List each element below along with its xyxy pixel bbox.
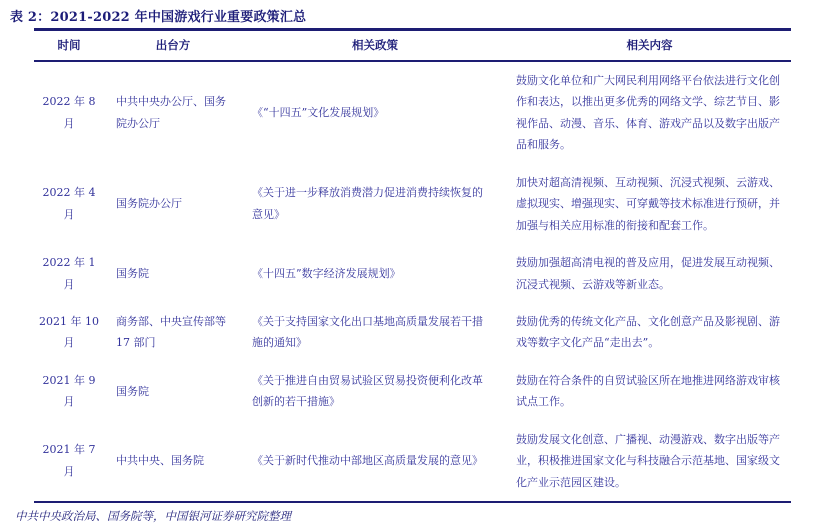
column-header-issuer: 出台方 xyxy=(104,30,242,62)
time-cell: 2022 年 8 月 xyxy=(42,95,96,130)
report-table-page xyxy=(0,6,821,523)
policy-table xyxy=(34,28,791,503)
table-row xyxy=(34,164,791,244)
issuer-cell: 国务院 xyxy=(116,266,149,280)
content-cell: 鼓励在符合条件的自贸试验区所在地推进网络游戏审核试点工作。 xyxy=(516,373,780,409)
column-header-time: 时间 xyxy=(34,30,104,62)
content-cell: 鼓励文化单位和广大网民利用网络平台依法进行文化创作和表达，以推出更多优秀的网络文学、综艺节目、影视作品、动漫、音乐、体育、游戏产品以及数字出版产品和服务。 xyxy=(516,74,780,152)
policy-cell: 《十四五”数字经济发展规划》 xyxy=(252,266,401,280)
table-row xyxy=(34,61,791,164)
table-row xyxy=(34,303,791,362)
table-title: 表 2：2021-2022 年中国游戏行业重要政策汇总 xyxy=(10,10,307,25)
source-attribution: 中共中央政治局、国务院等，中国银河证券研究院整理 xyxy=(15,509,291,523)
content-cell: 鼓励加强超高清电视的普及应用，促进发展互动视频、沉浸式视频、云游戏等新业态。 xyxy=(516,256,780,291)
time-cell: 2021 年 10 月 xyxy=(39,314,99,350)
table-row xyxy=(34,362,791,421)
table-row xyxy=(34,421,791,502)
table-header-row xyxy=(34,30,791,62)
content-cell: 鼓励优秀的传统文化产品、文化创意产品及影视剧、游戏等数字文化产品“走出去”。 xyxy=(516,314,780,350)
issuer-cell: 中共中央办公厅、国务院办公厅 xyxy=(116,95,226,130)
column-header-content: 相关内容 xyxy=(508,30,791,62)
time-cell: 2021 年 9 月 xyxy=(42,373,96,409)
policy-cell: 《关于进一步释放消费潜力促进消费持续恢复的意见》 xyxy=(252,186,483,221)
policy-cell: 《“十四五”文化发展规划》 xyxy=(252,106,385,120)
issuer-cell: 国务院 xyxy=(116,384,149,398)
content-cell: 加快对超高清视频、互动视频、沉浸式视频、云游戏、虚拟现实、增强现实、可穿戴等技术标准进行预研，并加强与相关应用标准的衔接和配套工作。 xyxy=(516,175,780,232)
time-cell: 2022 年 1 月 xyxy=(42,256,96,291)
policy-cell: 《关于新时代推动中部地区高质量发展的意见》 xyxy=(252,454,483,468)
time-cell: 2022 年 4 月 xyxy=(42,186,96,221)
column-header-policy: 相关政策 xyxy=(242,30,508,62)
policy-cell: 《关于推进自由贸易试验区贸易投资便利化改革创新的若干措施》 xyxy=(252,373,483,409)
time-cell: 2021 年 7 月 xyxy=(42,443,96,478)
table-row xyxy=(34,244,791,303)
content-cell: 鼓励发展文化创意、广播视、动漫游戏、数字出版等产业，积极推进国家文化与科技融合示范基地、国家级文化产业示范园区建设。 xyxy=(516,432,780,489)
issuer-cell: 中共中央、国务院 xyxy=(116,454,204,468)
issuer-cell: 国务院办公厅 xyxy=(116,197,182,211)
issuer-cell: 商务部、中央宣传部等 17 部门 xyxy=(116,314,226,350)
policy-cell: 《关于支持国家文化出口基地高质量发展若干措施的通知》 xyxy=(252,314,483,350)
